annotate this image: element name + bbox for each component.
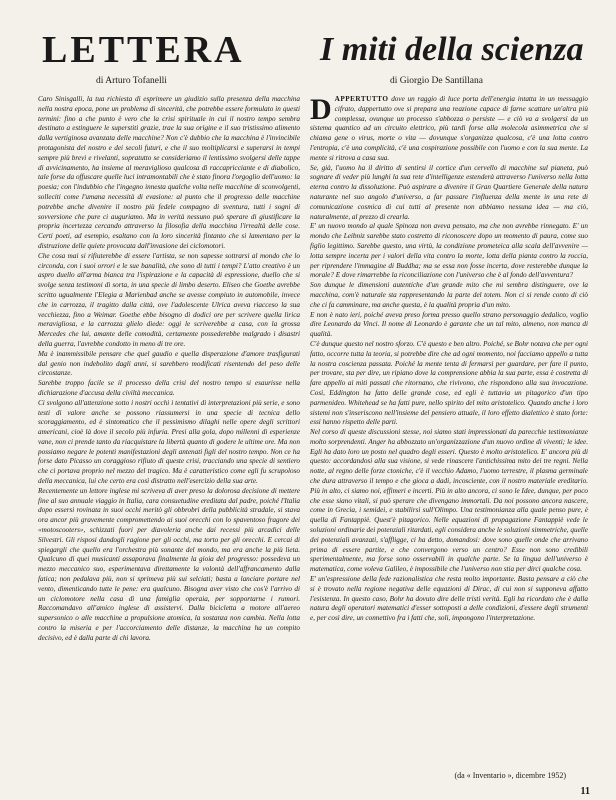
left-article-body <box>38 95 300 775</box>
right-paragraph-text: dove un raggio di luce porta dell'energia intatta in un messaggio cifrato, dappertutto ove si prepara una reazione capace di farne scattare un'altra più complessa, ovunque un processo s'abbozza o persiste — e ciò va a svolgersi da un sistema quantico ad un circuito elettrico, più tardi forse alla molecola asimmetrica che si chiama gene o virus, morte o vita — dovunque s'organizza qualcosa, c'è una lotta contro l'entropia, c'è una complicità, c'è una cospirazione possibile con l'uomo e con la sua mente. La mente si ritrova a casa sua. <box>310 95 588 162</box>
right-paragraph: E' un'espressione della fede razionalistica che resta molto importante. Basta pensare a ciò che si è trovato nella regione negativa delle equazioni di Dirac, di cui non si supponeva affatto l'esistenza. In questo caso, Bohr ha dovuto dire delle tristi verità. Egli ha ricordato che è dalla natura degli operatori matematici d'esser sottoposti a delle condizioni, d'essere degli strumenti e, per così dire, un connettivo fra i fatti che, soli, impongono l'interpretazione. <box>310 575 588 623</box>
right-paragraph: Son dunque le dimensioni autentiche d'un grande mito che mi sembra distinguere, ove la macchina, com'è naturale sta rappresentando la parte del totem. Non ci si rende conto di ciò che ci fa camminare, ma anche questa, è la qualità propria d'un mito. <box>310 281 588 309</box>
right-paragraph: Se, già, l'uomo ha il diritto di sentirsi il cortice d'un cervello di macchine sul pianeta, può sognare di veder più lunghi la sua rete d'intelligenze estenderà attraverso l'universo nella lotta eterna contro la dissoluzione. Può aspirare a divenire il Gran Quartiere Generale della natura naturante nel suo angolo d'universo, a far passare l'influenza della mente in una rete di comunicazione cosmica di cui tutti al presente non abbiamo nessuna idea — ma ciò, naturalmente, al prezzo di crearla. <box>310 163 588 221</box>
left-article-title: LETTERA <box>42 29 245 71</box>
left-paragraph: Caro Sinisgalli, la tua richiesta di esprimere un giudizio sulla presenza della macchina nella nostra epoca, pone un problema di sincerità, che potrebbe essere formulato in questi termini: fino a che punto è vero che la crisi spirituale in cui il nostro tempo sembra destinato a estinguere le superstiti grazie, trae la sua origine e il suo tristissimo alimento dalla vertiginosa avanzata delle macchine? Non c'è dubbio che la macchina è l'invincibile protagonista del nostro e dei secoli futuri, e che il suo moltiplicarsi e superarsi in tempi sempre più brevi e rivelanti, sopratutto se consideriamo il lentissimo svolgersi delle tappe di avvicinamento, ha insieme al meraviglioso qualcosa di raccapricciante e di diabolico, tale forse da offuscare quelle luci intramontabili che è stato finora l'orgoglio dell'uomo: la poesia; con l'indubbio che l'ingegno innesta qualche volta nelle macchine di sconvolgenti, solleciti come l'umana necessità di evasione: al punto che il progresso delle macchine potrebbe anche divenire il nostro più fedele compagno di sventura, tutti i sogni di sovversione che pure ci auguriamo. Ma in verità nessuno può sperare di giustificare la propria incertezza cercando attraverso la filosofia della macchina l'irrealtà delle cose. Certi poeti, ad esempio, esaltano con la loro sincerità fintanto che si lamentano per la distruzione delle quiete provocata dall'invasione dei ciclomotori. <box>38 95 300 250</box>
left-paragraph: Che cosa mai si rifiuterebbe di essere l'artista, se non sapesse sottrarsi al mondo che lo circonda, con i suoi orrori e le sue banalità, che sono di tutti i tempi? L'atto creativo è un aspro duello all'arma bianca tra l'ispirazione e la capacità di espressione, duello che si svolge senza testimoni di sorta, in una specie di limbo deserto. Eliseo che Goethe avrebbe scritto ugualmente l'Elegia a Marienbad anche se avesse compiuto in automobile, invece che in carrozza, il tragitto dalla città, ove l'adolescente Ulrica aveva riacceso la sua vecchiezza, fino a Weimar. Goethe ebbe bisogno di dodici ore per scrivere quella lirica meravigliosa, e la carrozza glielo diede: oggi le scriverebbe a casa, con la grossa Mercedes che lui, amante delle comodità, certamente possederebbe malgrado i disastri della guerra, l'avrebbe condotto in meno di tre ore. <box>38 251 300 348</box>
right-article-byline: di Giorgio De Santillana <box>390 76 483 86</box>
article-source: (da « Inventario », dicembre 1952) <box>454 771 566 780</box>
left-header <box>38 30 300 86</box>
left-paragraph: Recentemente un lettore inglese mi scriveva di aver preso la dolorosa decisione di mettere fine al suo annuale viaggio in Italia, cara consuetudine ereditata dal padre, poiché l'Italia dopo essersi rovinata in suoi occhi meritò gli obbrobri della pubblicità stradale, si stava ora ancor più gravemente compromettendo ai suoi orecchi con lo spaventoso fragore dei «motoscooters», schizzati fuori per diavoleria anche dai recessi più arcadici delle Silvestri. Gli risposi dandogli ragione per gli occhi, ma torto per gli orecchi. E cercai di spiegargli che quello era l'orchestra più sonante del mondo, ma era anche la più lieta. Qualcuno di quei musicanti assaporava finalmente la gioia del progresso: possedeva un mezzo meccanico suo, esperimentava direttamente la volontà dell'affrancamento dalla fatica; non pedalava più, non si sprimeva più sui selciati; basta a lanciare portare nel vento, dimenticando tutte le pene: era qualcuno. Bisogna aver visto che cos'è l'arrivo di un ciclomotore nella casa di una famiglia operaia, per sopportarne i rumori. Raccomandavo all'amico inglese di assistervi. Dalla bicicletta a motore all'aereo supersonico o alle macchine a propulsione atomica, la sostanza non cambia. Nella lotta contro la miseria e per l'accorciamento delle distanze, la macchina ha un compito decisivo, ed è dalla parte di chi lavora. <box>38 486 300 642</box>
left-article-byline: di Arturo Tofanelli <box>96 76 167 86</box>
left-paragraph: Ci svolgono all'attenzione sotto i nostri occhi i tentativi di interpretazioni più serie, e sono testi di valore anche se possono riassumersi in una specie di tecnica dello scoraggiamento, ed è sintomatico che il pessimismo dilaghi nelle opere degli scrittori americani, cioè là dove il secolo più infuria. Presi alla gola, dopo millenni di esperienze vane, non ci prende tanto da riacquistare la libertà quanto di godere le ultime ore. Ma non possiamo negare le potenti manifestazioni degli antenati figli del nostro tempo. Non ce ha forse dato Picasso un coraggioso rifiuto di queste crisi, tracciando una specie di sentiero che ci portava proprio nel mezzo del tragico. Ma è caratteristico come egli fu scrupoloso della meccanica, lui che certo era così distratto nell'esercizio della sua arte. <box>38 398 300 486</box>
drop-cap: D <box>310 95 332 126</box>
left-paragraph: Sarebbe troppo facile se il processo della crisi del nostro tempo si esaurisse nella dichiarazione d'accusa della civiltà meccanica. <box>38 379 300 397</box>
right-header <box>310 30 588 86</box>
left-paragraph: Ma è inammissibile pensare che quel gaudio e quella disperazione d'amore trasfigurati dal genio non indebolito dagli anni, si sarebbero modificati risentendo del peso delle circostanze. <box>38 349 300 378</box>
right-paragraph: E non è nato ieri, poiché aveva preso forma presso quello strano personaggio dedalico, voglio dire Leonardo da Vinci. Il nome di Leonardo è garante che un tal mito, almeno, non manca di qualità. <box>310 310 588 339</box>
right-article-body <box>310 95 588 770</box>
page-number: 11 <box>580 786 590 797</box>
right-article-title: I miti della scienza <box>320 31 584 68</box>
right-paragraph: Nel corso di queste discussioni stesse, noi siamo stati impressionati da parecchie testimonianze molto sorprendenti. Anger ha abbozzato un'organizzazione d'un nuovo ordine di viventi; le idee. Egli ha dato loro un posto nel quadro degli esseri. Questo è molto aristotelico. E' ancora più di questo: accordandosi alla sua visione, si vede rinascere l'antichissima mito dei tre regni. Nella notte, al regno delle forze ctoniche, c'è il vecchio Adamo, l'uomo terrestre, il plasma germinale che dura attraverso il tempo e che gioca a dadi, incosciente, con il nostro materiale ereditario. Più in alto, ci siamo noi, effimeri e incerti. Più in alto ancora, ci sono le Idee, dunque, per poco che esse siano vitali, si può sperare che divengano immortali. Da noi possono ancora nascere, come in Grecia, i semidei, e stabilirsi sull'Olimpo. Una testimonianza alla quale penso pure, è quella di Fantappiè. Quest'è pitagorico. Nelle equazioni di propagazione Fantappiè vede le soluzioni ordinarie dei potenziali ritardati, egli considera anche le soluzioni simmetriche, quelle dei potenziali avanzati, s'affligge, ci ha detto, domandosi: dove sono quelle onde che arrivano prima di essere partite, e che convergono verso un centro? Esse non sono credibili sperimentalmente, ma forse sono osservabili in qualche parte. Se la lingua dell'universo è matematica, come voleva Galileo, è impossibile che l'universo non stia per dirci qualche cosa. <box>310 428 588 574</box>
right-paragraph: C'è dunque questo nel nostro sforzo. C'è questo e ben altro. Poiché, se Bohr notava che per ogni fatto, occorre tutta la teoria, si potrebbe dire che ad ogni momento, noi facciamo appello a tutta la nostra coscienza passata. Poiché la mente tenta di fermarsi per guardare, per fare il punto, per trovare, sta per dire, un ripiano dove la comprensione abbia la sua parte, essa è costretta di fare appello ai miti passati che ritornano, che rivivono, che rispondono alla sua invocazione. Così, Eddington ha fatto delle grande cose, ed egli è tuttavia un pitagorico d'un tipo parmenideo. Whitehead se ha fatti pure, nello spirito del mito aristotelico. Quando anche i loro sistemi non s'inseriscono nell'insieme del pensiero attuale, il loro effetto dialettico è stato forte: essi hanno rispetto delle parti. <box>310 339 588 427</box>
right-paragraph-first <box>310 95 588 164</box>
right-paragraph: E' un nuovo mondo al quale Spinoza non aveva pensato, ma che non avrebbe rinnegato. E' un mondo che Leibniz sarebbe stato costretto di riconoscere dopo un momento di paura, come suo figlio legittimo. Sarebbe questo, una virtù, la condizione prometeica alla scala dell'avvenire — lotta sempre incerta per i valori della vita contro la morte, lotta della pianta contro la roccia, per riprendere l'immagine di Buddha; ma se essa non fosse incerta, dove resterebbe dunque la morale? E dove rimarrebbe la riconciliazione con l'universo che è al fondo dell'avventura? <box>310 222 588 280</box>
first-word: APPERTUTTO <box>334 95 389 103</box>
